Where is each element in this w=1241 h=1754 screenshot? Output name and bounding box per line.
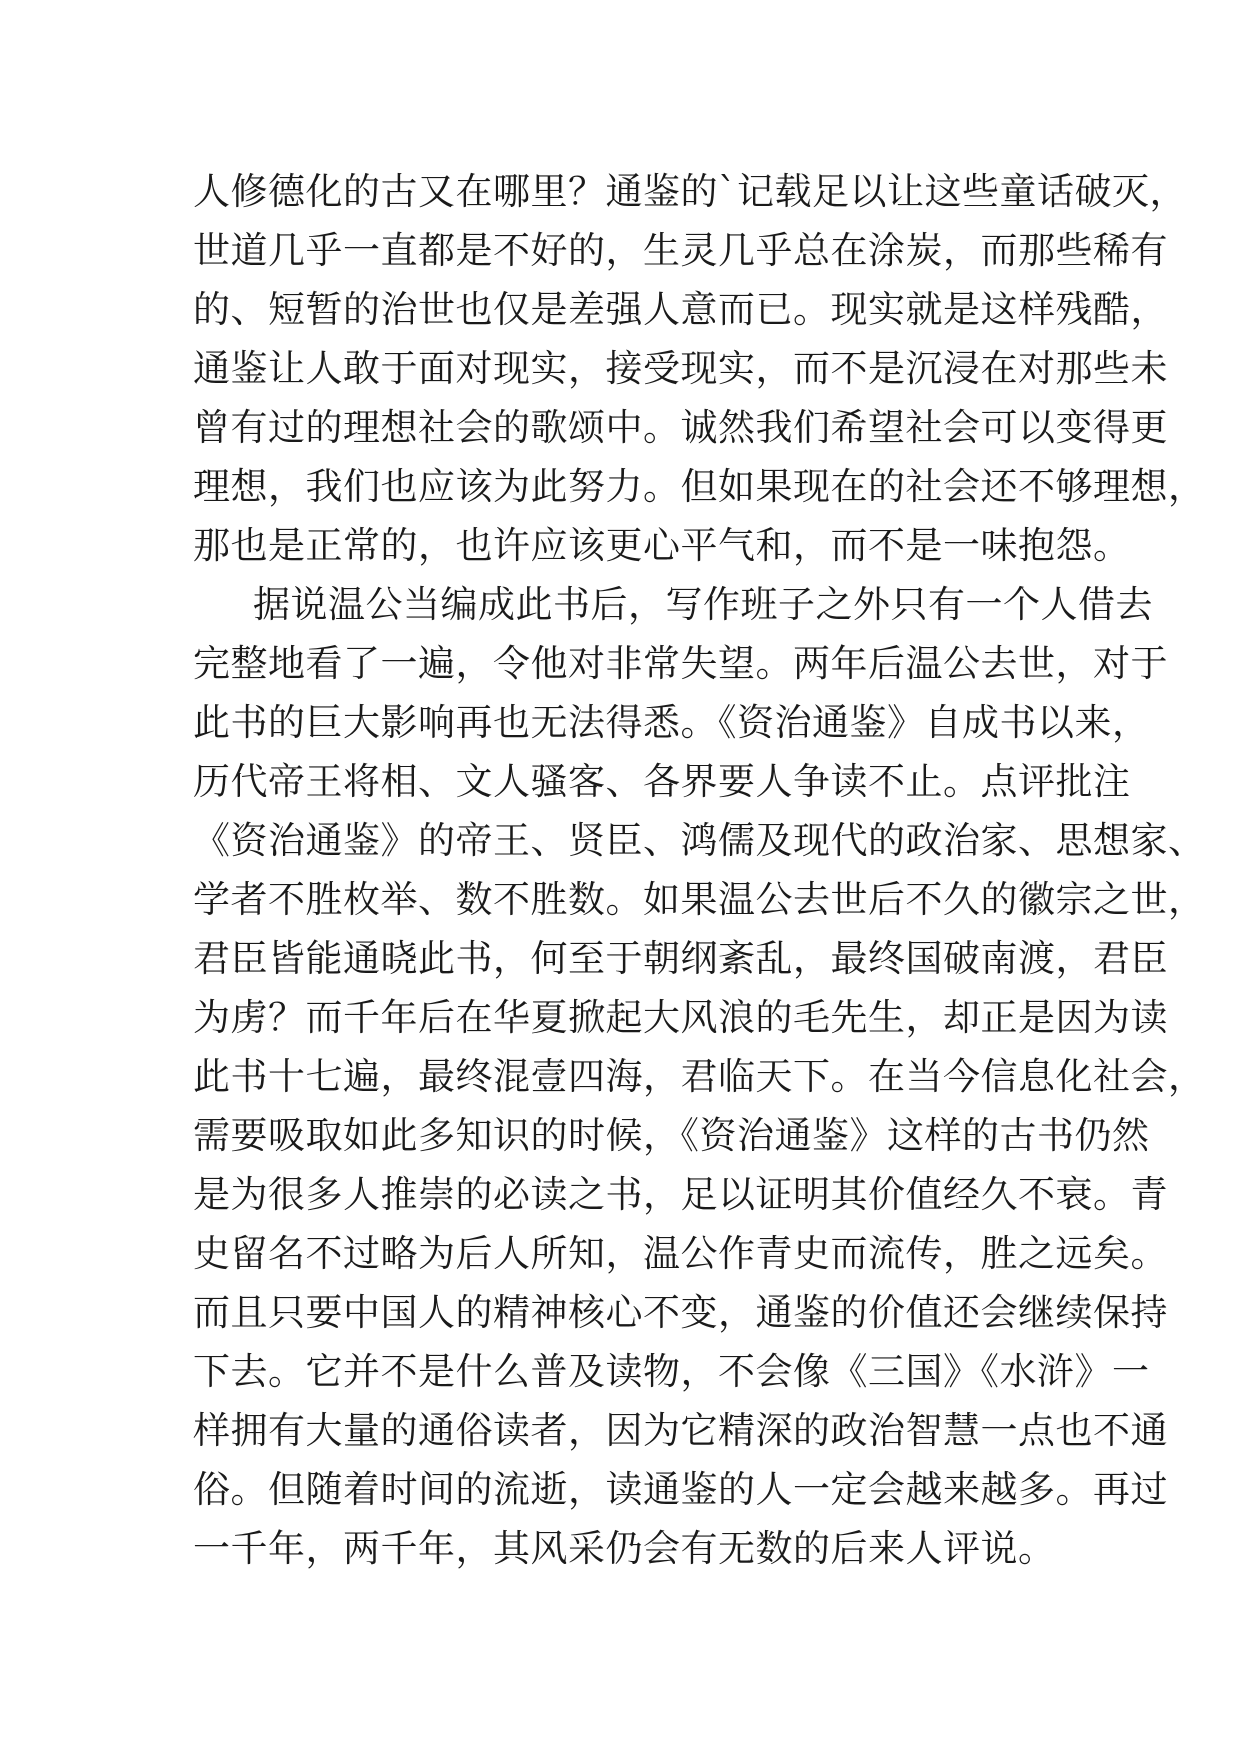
text-line: 通鉴让人敢于面对现实，接受现实，而不是沉浸在对那些未: [193, 347, 1168, 390]
text-line: 而且只要中国人的精神核心不变，通鉴的价值还会继续保持: [193, 1291, 1168, 1334]
text-line: 下去。它并不是什么普及读物，不会像《三国》《水浒》一: [193, 1350, 1150, 1393]
text-line: 是为很多人推崇的必读之书，足以证明其价值经久不衰。青: [193, 1173, 1168, 1216]
text-line: 俗。但随着时间的流逝，读通鉴的人一定会越来越多。再过: [193, 1468, 1168, 1511]
text-line: 理想，我们也应该为此努力。但如果现在的社会还不够理想，: [193, 465, 1206, 508]
text-line: 人修德化的古又在哪里？通鉴的`记载足以让这些童话破灭，: [193, 170, 1187, 213]
text-line: 此书十七遍，最终混壹四海，君临天下。在当今信息化社会，: [193, 1055, 1206, 1098]
text-line: 历代帝王将相、文人骚客、各界要人争读不止。点评批注: [193, 760, 1131, 803]
text-line: 完整地看了一遍，令他对非常失望。两年后温公去世，对于: [193, 642, 1168, 685]
text-line: 此书的巨大影响再也无法得悉。《资治通鉴》自成书以来，: [193, 701, 1150, 744]
text-line: 曾有过的理想社会的歌颂中。诚然我们希望社会可以变得更: [193, 406, 1168, 449]
text-line: 君臣皆能通晓此书，何至于朝纲紊乱，最终国破南渡，君臣: [193, 937, 1168, 980]
text-line: 史留名不过略为后人所知，温公作青史而流传，胜之远矣。: [193, 1232, 1168, 1275]
text-line-indented: 据说温公当编成此书后，写作班子之外只有一个人借去: [253, 583, 1153, 626]
body-text: [193, 162, 1206, 1578]
text-line: 的、短暂的治世也仅是差强人意而已。现实就是这样残酷，: [193, 288, 1168, 331]
text-line: 那也是正常的，也许应该更心平气和，而不是一味抱怨。: [193, 524, 1131, 567]
text-line: 《资治通鉴》的帝王、贤臣、鸿儒及现代的政治家、思想家、: [193, 819, 1206, 862]
text-line: 需要吸取如此多知识的时候，《资治通鉴》这样的古书仍然: [193, 1114, 1150, 1157]
text-line: 学者不胜枚举、数不胜数。如果温公去世后不久的徽宗之世，: [193, 878, 1206, 921]
text-line: 一千年，两千年，其风采仍会有无数的后来人评说。: [193, 1527, 1056, 1570]
text-line: 为虏？而千年后在华夏掀起大风浪的毛先生，却正是因为读: [193, 996, 1168, 1039]
text-line: 世道几乎一直都是不好的，生灵几乎总在涂炭，而那些稀有: [193, 229, 1168, 272]
text-line: 样拥有大量的通俗读者，因为它精深的政治智慧一点也不通: [193, 1409, 1168, 1452]
